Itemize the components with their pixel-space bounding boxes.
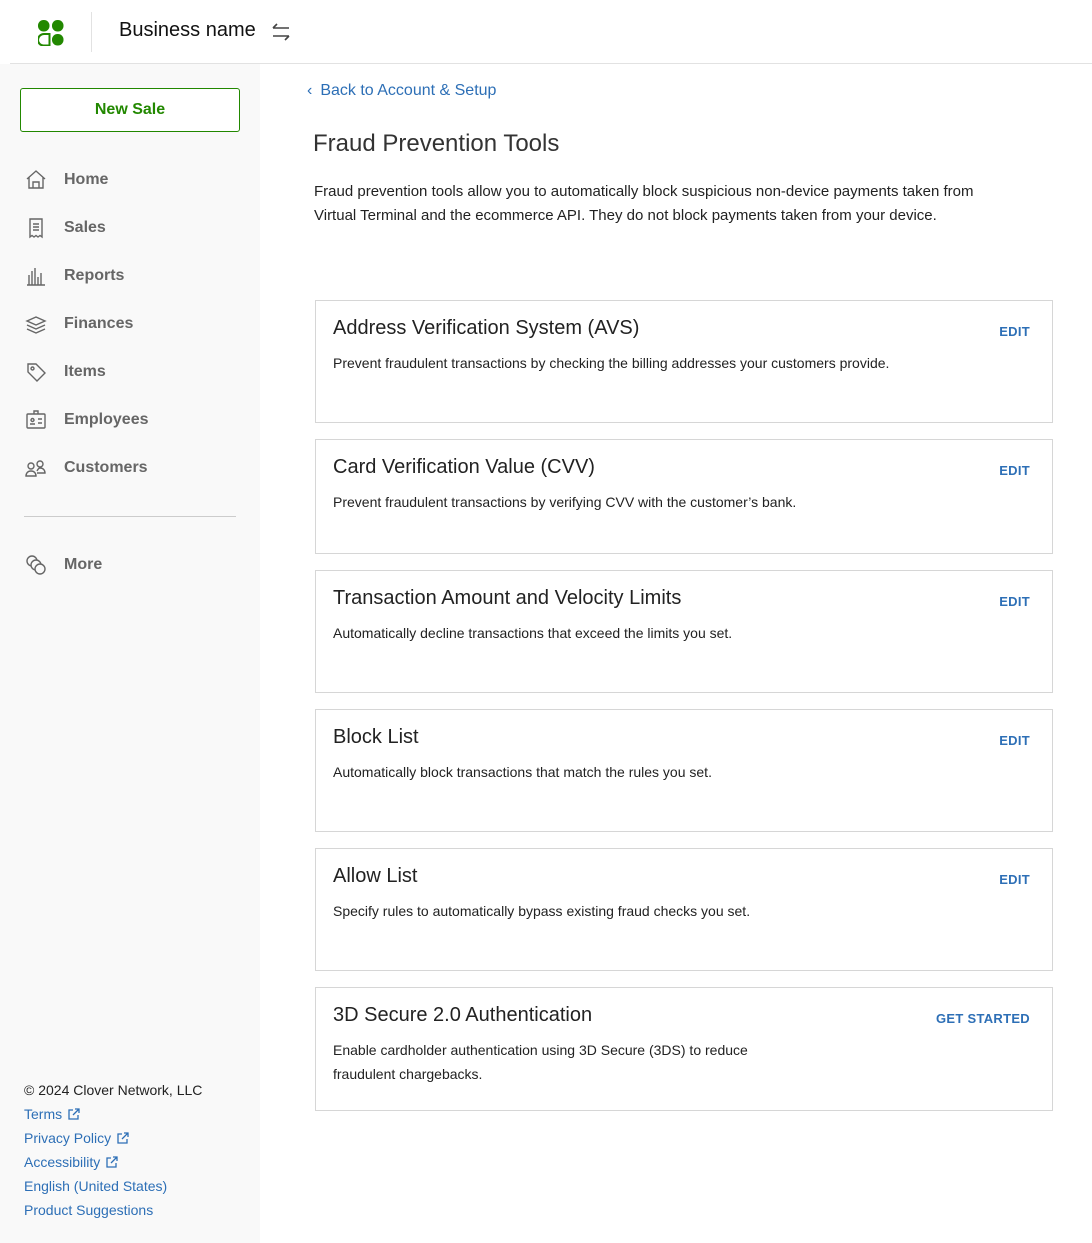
card-title: Block List [333,726,419,748]
get-started-3ds-button[interactable]: GET STARTED [935,1011,1030,1026]
sidebar-item-label: Sales [64,219,106,236]
cvv-card [315,439,1053,554]
sidebar-item-customers[interactable] [0,448,260,488]
avs-card [315,300,1053,423]
stack-icon [25,313,47,335]
tag-icon [25,361,47,383]
edit-allow-list-button[interactable]: EDIT [999,872,1030,887]
more-circles-icon [25,554,47,576]
accessibility-link[interactable]: Accessibility [24,1150,202,1174]
page-description: Fraud prevention tools allow you to automatically block suspicious non-device payments taken from Virtual Terminal and the ecommerce API. They do not block payments taken from your device. [314,183,974,224]
external-link-icon [68,1108,80,1120]
card-description: Specify rules to automatically bypass existing fraud checks you set. [333,903,751,919]
product-suggestions-link[interactable]: Product Suggestions [24,1202,154,1218]
privacy-policy-link[interactable]: Privacy Policy [24,1126,202,1150]
card-title: Address Verification System (AVS) [333,317,640,339]
sidebar-item-label: More [64,556,103,573]
chevron-left-icon: ‹ [307,82,313,99]
sidebar-item-label: Customers [64,459,148,476]
allow-list-card [315,848,1053,971]
sidebar-item-label: Reports [64,267,125,284]
receipt-icon [25,217,47,239]
sidebar [0,64,260,1243]
3ds-card [315,987,1053,1111]
sidebar-item-reports[interactable] [0,256,260,296]
header-divider [91,12,92,52]
sidebar-item-label: Employees [64,411,149,428]
card-title: Transaction Amount and Velocity Limits [333,587,682,609]
terms-link[interactable]: Terms [24,1102,202,1126]
sidebar-item-label: Finances [64,315,134,332]
bar-chart-icon [25,265,47,287]
card-title: Card Verification Value (CVV) [333,456,595,478]
sidebar-item-label: Home [64,171,109,188]
clover-logo-icon[interactable] [38,20,64,46]
back-link[interactable]: ‹ Back to Account & Setup [307,82,497,99]
people-icon [25,457,47,479]
sidebar-item-items[interactable] [0,352,260,392]
copyright: © 2024 Clover Network, LLC [24,1082,203,1098]
sidebar-item-employees[interactable] [0,400,260,440]
sidebar-divider [24,516,236,517]
edit-avs-button[interactable]: EDIT [999,324,1030,339]
card-title: Allow List [333,865,418,887]
card-description: Prevent fraudulent transactions by checking the billing addresses your customers provide. [333,355,890,371]
velocity-limits-card [315,570,1053,693]
sidebar-item-finances[interactable] [0,304,260,344]
sidebar-item-label: Items [64,363,106,380]
sidebar-item-home[interactable] [0,160,260,200]
block-list-card [315,709,1053,832]
home-icon [25,169,47,191]
card-description: Automatically decline transactions that exceed the limits you set. [333,625,733,641]
external-link-icon [106,1156,118,1168]
edit-cvv-button[interactable]: EDIT [999,463,1030,478]
sidebar-footer [24,1078,202,1222]
page-title: Fraud Prevention Tools [313,130,560,157]
top-header [0,0,1092,64]
new-sale-button[interactable]: New Sale [20,88,240,132]
business-name[interactable]: Business name [119,19,256,41]
card-description: Prevent fraudulent transactions by verifying CVV with the customer’s bank. [333,494,797,510]
edit-block-list-button[interactable]: EDIT [999,733,1030,748]
id-badge-icon [25,409,47,431]
sidebar-item-sales[interactable] [0,208,260,248]
language-link[interactable]: English (United States) [24,1178,168,1194]
external-link-icon [117,1132,129,1144]
card-description: Enable cardholder authentication using 3D Secure (3DS) to reduce fraudulent chargebacks. [333,1042,748,1082]
switch-business-icon[interactable] [270,22,292,42]
sidebar-item-more[interactable] [0,545,260,585]
card-description: Automatically block transactions that match the rules you set. [333,764,712,780]
edit-velocity-limits-button[interactable]: EDIT [999,594,1030,609]
card-title: 3D Secure 2.0 Authentication [333,1004,593,1026]
